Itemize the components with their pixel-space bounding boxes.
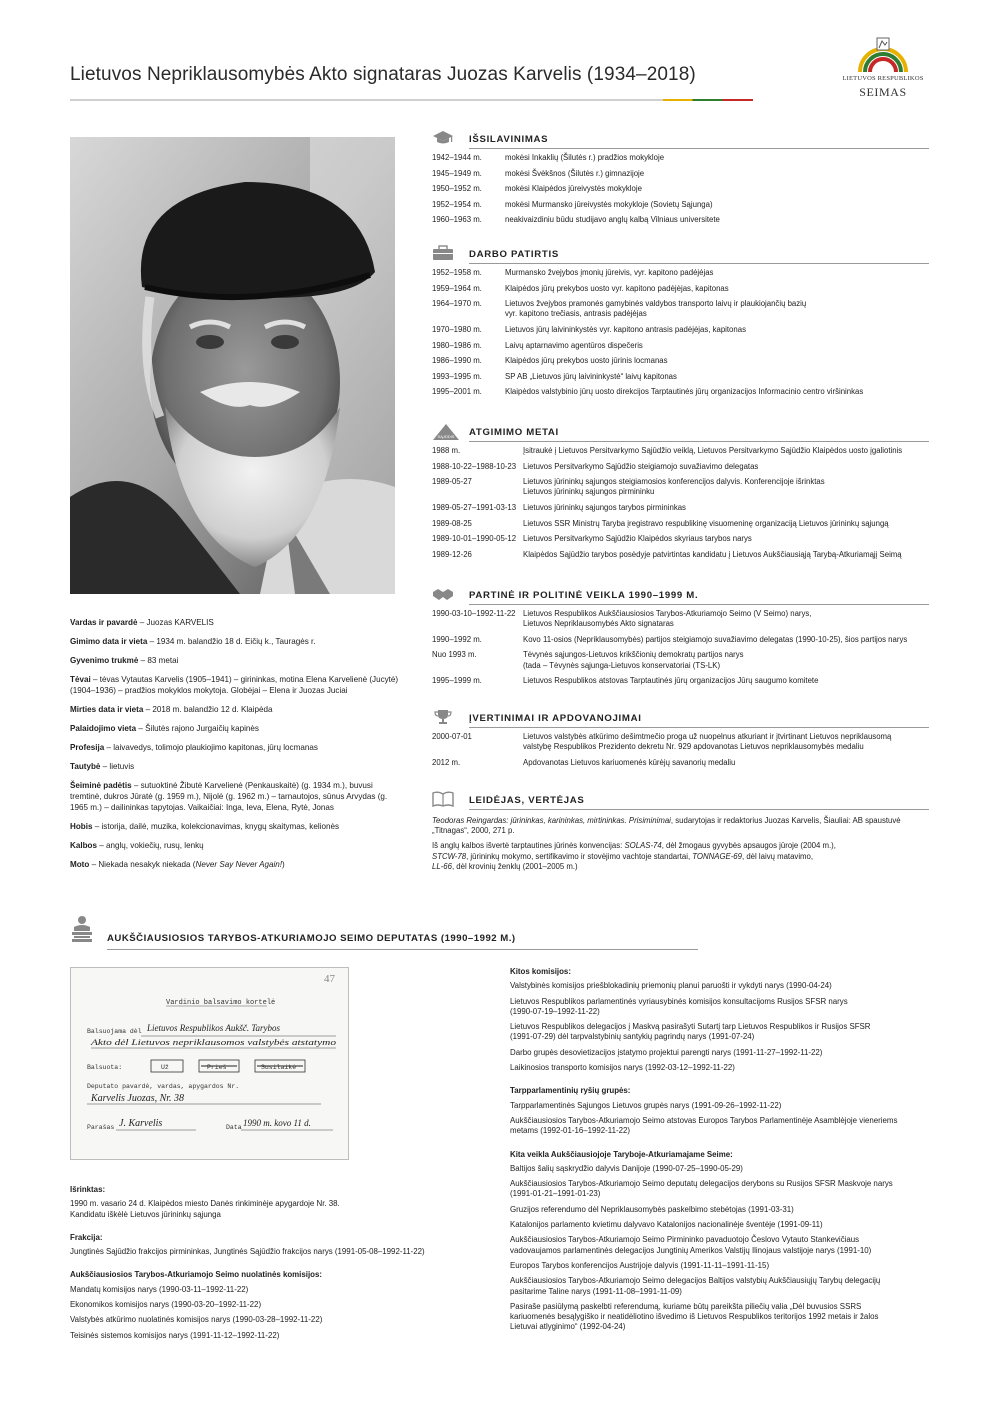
- translation-item: Iš anglų kalbos išvertė tarptautines jūrinės konvencijas: SOLAS-74, dėl žmogaus gyvybės apsaugos jūroje (2004 m.), STCW-78, jūrininkų mokymo, sertifikavimo ir stovėjimo vachtoje standartai, TONNAGE-69, dėl laivų matavimo, LL-66, dėl krovinių ženklų (2001–2005 m.): [432, 841, 836, 871]
- list-item: 1990 m. vasario 24 d. Klaipėdos miesto Danės rinkiminėje apygardoje Nr. 38. Kandidatu iškėlė Lietuvos jūrininkų sąjunga: [70, 1199, 340, 1219]
- card-vote-on-label: Balsuojama dėl: [87, 1028, 142, 1035]
- list-item: 1989-10-01–1990-05-12 Lietuvos Persitvarkymo Sąjūdžio Klaipėdos skyriaus tarybos narys: [432, 534, 752, 544]
- list-item: Jungtinės Sąjūdžio frakcijos pirmininkas, Jungtinės Sąjūdžio frakcijos narys (1991-05-08–1992-11-22): [70, 1247, 425, 1257]
- card-option-for: Už: [161, 1064, 169, 1071]
- seimas-emblem-icon: [856, 34, 910, 74]
- portrait-photo: [70, 137, 395, 594]
- list-item: Darbo grupės desovietizacijos įstatymo projektui parengti narys (1991-11-27–1992-11-22): [510, 1047, 823, 1057]
- list-item: 1986–1990 m. Klaipėdos jūrų prekybos uosto jūrinis locmanas: [432, 356, 668, 366]
- list-item: 1988 m. Įsitraukė į Lietuvos Persitvarkymo Sąjūdžio veiklą, Lietuvos Persitvarkymo Sąjūdžio Klaipėdos uosto įgaliotinis: [432, 446, 903, 455]
- personal-details: [70, 617, 400, 878]
- list-item: Katalonijos parlamento kvietimu dalyvavo Katalonijos nacionalinėje šventėje (1991-09-11): [510, 1220, 823, 1230]
- list-item: 1989-12-26 Klaipėdos Sąjūdžio tarybos posėdyje patvirtintas kandidatu į Lietuvos Aukščiausiąją Tarybą-Atkuriamąjį Seimą: [432, 549, 902, 559]
- personal-item: Kalbos – anglų, vokiečių, rusų, lenkų: [70, 841, 204, 850]
- work-list: [432, 268, 929, 398]
- committees-block: [510, 967, 930, 1338]
- revival-list: [432, 446, 929, 560]
- elected-block: [70, 1185, 470, 1346]
- list-item: 1990–1992 m. Kovo 11-osios (Nepriklausomybės) partijos steigiamojo suvažiavimo delegatas (1990-10-25), šios partijos narys: [432, 634, 908, 644]
- list-item: Valstybės atkūrimo nuolatinės komisijos narys (1990-03-28–1992-11-22): [70, 1315, 323, 1325]
- section-title: IŠSILAVINIMAS: [469, 134, 549, 145]
- political-section: [432, 586, 929, 692]
- awards-list: [432, 732, 929, 768]
- list-item: 1942–1944 m. mokėsi Inkaklių (Šilutės r.) pradžios mokykloje: [432, 153, 665, 162]
- section-title: AUKŠČIAUSIOSIOS TARYBOS-ATKURIAMOJO SEIMO DEPUTATAS (1990–1992 M.): [107, 933, 516, 944]
- faction-title: Frakcija:: [70, 1232, 103, 1242]
- publisher-list: [432, 816, 929, 872]
- revival-section: [432, 423, 929, 565]
- handshake-icon: [432, 586, 454, 602]
- personal-item: Vardas ir pavardė – Juozas KARVELIS: [70, 618, 214, 627]
- title-rule: [70, 99, 753, 101]
- section-title: DARBO PATIRTIS: [469, 249, 559, 260]
- list-item: 1945–1949 m. mokėsi Švėkšnos (Šilutės r.) gimnazijoje: [432, 168, 645, 178]
- list-item: Laikinosios transporto komisijos narys (1992-03-12–1992-11-22): [510, 1063, 735, 1073]
- list-item: Valstybinės komisijos priešblokadinių priemonių planui paruošti ir vykdyti narys (1990-04-24): [510, 981, 832, 991]
- publisher-section: [432, 791, 929, 877]
- section-rule: [107, 949, 698, 950]
- list-item: Mandatų komisijos narys (1990-03-11–1992-11-22): [70, 1284, 249, 1294]
- card-handwriting-2: Akto dėl Lietuvos nepriklausomos valstybės atstatymo: [89, 1038, 336, 1047]
- list-item: Aukščiausiosios Tarybos-Atkuriamojo Seimo Pirmininko pavaduotojo Česlovo Vytauto Stankevičiaus vadovaujamos parlamentinės delegacijos Jungtinių Amerikos Valstijų Ilinojaus valstijoje narys (1991-10): [510, 1235, 872, 1255]
- section-title: ĮVERTINIMAI IR APDOVANOJIMAI: [469, 713, 642, 724]
- card-date-handwriting: 1990 m. kovo 11 d.: [243, 1118, 311, 1128]
- section-title: ATGIMIMO METAI: [469, 427, 559, 438]
- sajudis-icon: [432, 423, 460, 441]
- logo-line-2: SEIMAS: [859, 85, 907, 99]
- book-icon: [432, 791, 454, 807]
- other-activity-title: Kita veikla Aukščiausiojoje Taryboje-Atkuriamajame Seime:: [510, 1149, 733, 1159]
- deputy-section-header: [70, 915, 698, 945]
- section-rule: [469, 441, 929, 442]
- list-item: Tarpparlamentinės Sąjungos Lietuvos grupės narys (1991-09-26–1992-11-22): [510, 1100, 782, 1110]
- other-committees-title: Kitos komisijos:: [510, 967, 571, 976]
- portrait-illustration: [70, 137, 395, 594]
- list-item: 1995–2001 m. Klaipėdos valstybinio jūrų uosto direkcijos Tarptautinės jūrų organizacijos Informacinio centro viršininkas: [432, 387, 864, 397]
- list-item: 1990-03-10–1992-11-22 Lietuvos Respublikos Aukščiausiosios Tarybos-Atkuriamojo Seimo (V Seimo) narys, Lietuvos Nepriklausomybės Akto signataras: [432, 609, 812, 629]
- list-item: Ekonomikos komisijos narys (1990-03-20–1992-11-22): [70, 1300, 262, 1310]
- list-item: Teisinės sistemos komisijos narys (1991-11-12–1992-11-22): [70, 1330, 280, 1340]
- card-option-against: Prieš: [207, 1064, 227, 1071]
- svg-text:SĄJŪDIS: SĄJŪDIS: [437, 434, 455, 439]
- logo-line-1: LIETUVOS RESPUBLIKOS: [842, 75, 924, 82]
- card-deputy-handwriting: Karvelis Juozas, Nr. 38: [91, 1093, 185, 1104]
- seimas-logo: [838, 34, 928, 100]
- awards-section: [432, 709, 929, 773]
- list-item: 1970–1980 m. Lietuvos jūrų laivininkystės vyr. kapitono antrasis padėjėjas, kapitonas: [432, 324, 746, 334]
- political-list: [432, 609, 929, 686]
- list-item: 1989-05-27 Lietuvos jūrininkų sąjungos steigiamosios konferencijos dalyvis. Konferencijoje išrinktas Lietuvos jūrininkų sąjungos pirmininku: [432, 477, 825, 497]
- list-item: Aukščiausiosios Tarybos-Atkuriamojo Seimo deputatų delegacijos derybons su Rusijos SFSR Maskvoje narys (1991-01-21–1991-01-23): [510, 1179, 893, 1199]
- flag-stripe: [663, 99, 753, 101]
- section-title: LEIDĖJAS, VERTĖJAS: [469, 795, 585, 806]
- publication-item: Teodoras Reingardas: jūrininkas, karininkas, mirtininkas. Prisiminimai, sudarytojas ir redaktorius Juozas Karvelis, Šiauliai: AB spaustuvė „Titnagas“, 2000, 271 p.: [432, 816, 901, 836]
- page-title: Lietuvos Nepriklausomybės Akto signataras Juozas Karvelis (1934–2018): [70, 64, 696, 85]
- interparliamentary-title: Tarpparlamentinių ryšių grupės:: [510, 1086, 631, 1096]
- list-item: Nuo 1993 m. Tėvynės sąjungos-Lietuvos krikščionių demokratų partijos narys (tada – Tėvynės sąjunga-Lietuvos konservatoriai (TS-LK): [432, 650, 744, 670]
- list-item: Baltijos šalių sąskrydžio dalyvis Danijoje (1990-07-25–1990-05-29): [510, 1163, 743, 1173]
- personal-item: Tautybė – lietuvis: [70, 762, 135, 771]
- list-item: 1964–1970 m. Lietuvos žvejybos pramonės gamybinės valdybos transporto laivų ir plaukiojančių bazių vyr. kapitono trečiasis, antrasis padėjėjas: [432, 299, 807, 319]
- list-item: Gruzijos referendumo dėl Nepriklausomybės paskelbimo stebėtojas (1991-03-31): [510, 1204, 794, 1214]
- list-item: Pasiraše pasiūlymą paskelbti referendumą, kuriame būtų pareikšta piliečių valia „Dėl buvusios SSRS kariuomenės besąlygiško ir neatidėliotino išvedimo iš Lietuvos Respublikos teritorijos 1992 metais ir žalos Lietuvai atlyginimo“ (1992-04-24): [510, 1301, 879, 1332]
- list-item: 1950–1952 m. mokėsi Klaipėdos jūreivystės mokykloje: [432, 184, 642, 194]
- list-item: 1989-08-25 Lietuvos SSR Ministrų Taryba įregistravo respublikinę visuomeninę organizaciją Lietuvos jūrininkų sąjungą: [432, 518, 889, 528]
- education-section: [432, 130, 929, 231]
- list-item: Europos Tarybos konferencijos Austrijoje dalyvis (1991-11-11–1991-11-15): [510, 1260, 770, 1270]
- personal-item: Palaidojimo vieta – Šilutės rajono Jurgaičių kapinės: [70, 724, 259, 733]
- section-title: PARTINĖ IR POLITINĖ VEIKLA 1990–1999 M.: [469, 590, 699, 601]
- list-item: 1993–1995 m. SP AB „Lietuvos jūrų laivininkystė“ laivų kapitonas: [432, 371, 677, 381]
- list-item: Aukščiausiosios Tarybos-Atkuriamojo Seimo delegacijos Baltijos valstybių Aukščiausiųjų Tarybų delegacijų pasitarime Taline narys (1991-11-08–1991-11-09): [510, 1276, 881, 1296]
- card-handwriting-1: Lietuvos Respublikos Aukšč. Tarybos: [147, 1023, 280, 1033]
- graduation-cap-icon: [432, 130, 454, 146]
- speaker-podium-icon: [70, 915, 94, 943]
- section-rule: [469, 809, 929, 810]
- personal-item: Profesija – laivavedys, tolimojo plaukiojimo kapitonas, jūrų locmanas: [70, 743, 318, 752]
- card-heading: Vardinio balsavimo kortelė: [166, 999, 276, 1007]
- list-item: 1952–1954 m. mokėsi Murmansko jūreivystės mokykloje (Sovietų Sąjunga): [432, 199, 713, 209]
- card-option-abstain: Susilaikė: [261, 1064, 297, 1071]
- list-item: 1959–1964 m. Klaipėdos jūrų prekybos uosto vyr. kapitono padėjėjas, kapitonas: [432, 283, 729, 293]
- list-item: 1952–1958 m. Murmansko žvejybos įmonių jūreivis, vyr. kapitono padėjėjas: [432, 268, 714, 277]
- card-vote-label: Balsuota:: [87, 1064, 123, 1071]
- section-rule: [469, 263, 929, 264]
- list-item: Lietuvos Respublikos delegacijos į Maskvą pasirašyti Sutartį tarp Lietuvos Respublikos ir Rusijos SFSR (1991-07-29) dėl tarpvalstybinių santykių pagrindų narys (1991-07-24): [510, 1022, 871, 1042]
- section-rule: [469, 604, 929, 605]
- card-number: 47: [324, 973, 335, 985]
- personal-item: Gimimo data ir vieta – 1934 m. balandžio 18 d. Eičių k., Tauragės r.: [70, 637, 316, 646]
- personal-item: Hobis – istorija, dailė, muzika, kolekcionavimas, knygų skaitymas, kelionės: [70, 822, 339, 831]
- personal-item: Tėvai – tėvas Vytautas Karvelis (1905–1941) – girininkas, motina Elena Karvelienė (Jucytė) (1904–1936) – pradžios mokyklos mokytoja. Globėjai – Elena ir Juozas Juciai: [70, 675, 399, 695]
- list-item: 1989-05-27–1991-03-13 Lietuvos jūrininkų sąjungos tarybos pirmininkas: [432, 502, 686, 512]
- work-section: [432, 245, 929, 403]
- personal-item: Mirties data ir vieta – 2018 m. balandžio 12 d. Klaipėda: [70, 705, 273, 714]
- section-rule: [469, 727, 929, 728]
- elected-title: Išrinktas:: [70, 1185, 106, 1194]
- list-item: 1995–1999 m. Lietuvos Respublikos atstovas Tarptautinės jūrų organizacijos Jūrų saugumo komitete: [432, 676, 819, 686]
- voting-card-image: [70, 967, 349, 1160]
- list-item: 1988-10-22–1988-10-23 Lietuvos Persitvarkymo Sąjūdžio steigiamojo suvažiavimo delegatas: [432, 461, 759, 471]
- section-rule: [469, 148, 929, 149]
- personal-item: Moto – Niekada nesakyk niekada (Never Say Never Again!): [70, 860, 285, 869]
- education-list: [432, 153, 929, 226]
- list-item: 2000-07-01 Lietuvos valstybės atkūrimo dešimtmečio proga už nuopelnus atkuriant ir įtvirtinant Lietuvos nepriklausomą valstybę Respublikos Prezidento dekretu Nr. 929 apdovanotas Lietuvos nepriklausomybės medaliu: [432, 732, 892, 752]
- card-sign-label: Parašas: [87, 1124, 115, 1131]
- briefcase-icon: [432, 245, 454, 261]
- list-item: Lietuvos Respublikos parlamentinės vyriausybinės komisijos konsultacijoms Rusijos SFSR narys (1990-07-19–1992-11-22): [510, 996, 848, 1016]
- list-item: Aukščiausiosios Tarybos-Atkuriamojo Seimo atstovas Europos Tarybos Parlamentinėje Asamblėjoje vieneriems metams (1992-01-16–1992-11-22): [510, 1115, 898, 1136]
- card-signature: J. Karvelis: [119, 1118, 163, 1129]
- list-item: 2012 m. Apdovanotas Lietuvos kariuomenės kūrėjų savanorių medaliu: [432, 757, 736, 767]
- list-item: 1960–1963 m. neakivaizdiniu būdu studijavo anglų kalbą Vilniaus universitete: [432, 215, 720, 225]
- list-item: 1980–1986 m. Laivų aptarnavimo agentūros dispečeris: [432, 340, 643, 350]
- trophy-icon: [432, 709, 454, 725]
- personal-item: Gyvenimo trukmė – 83 metai: [70, 656, 179, 665]
- personal-item: Šeiminė padėtis – sutuoktinė Žibutė Karvelienė (Penkauskaitė) (g. 1934 m.), buvusi tremtinė, dukros Jūratė (g. 1959 m.), Nijolė (g. 1962 m.) – tarnautojos, sūnus Arvydas (g. 1965 m.) – dailininkas tapytojas. Vaikaičiai: Inga, Ieva, Elena, Rytė, Jonas: [70, 781, 388, 812]
- card-deputy-label: Deputato pavardė, vardas, apygardos Nr.: [87, 1083, 240, 1090]
- permanent-committees-title: Aukščiausiosios Tarybos-Atkuriamojo Seimo nuolatinės komisijos:: [70, 1270, 322, 1280]
- card-date-label: Data: [226, 1124, 242, 1131]
